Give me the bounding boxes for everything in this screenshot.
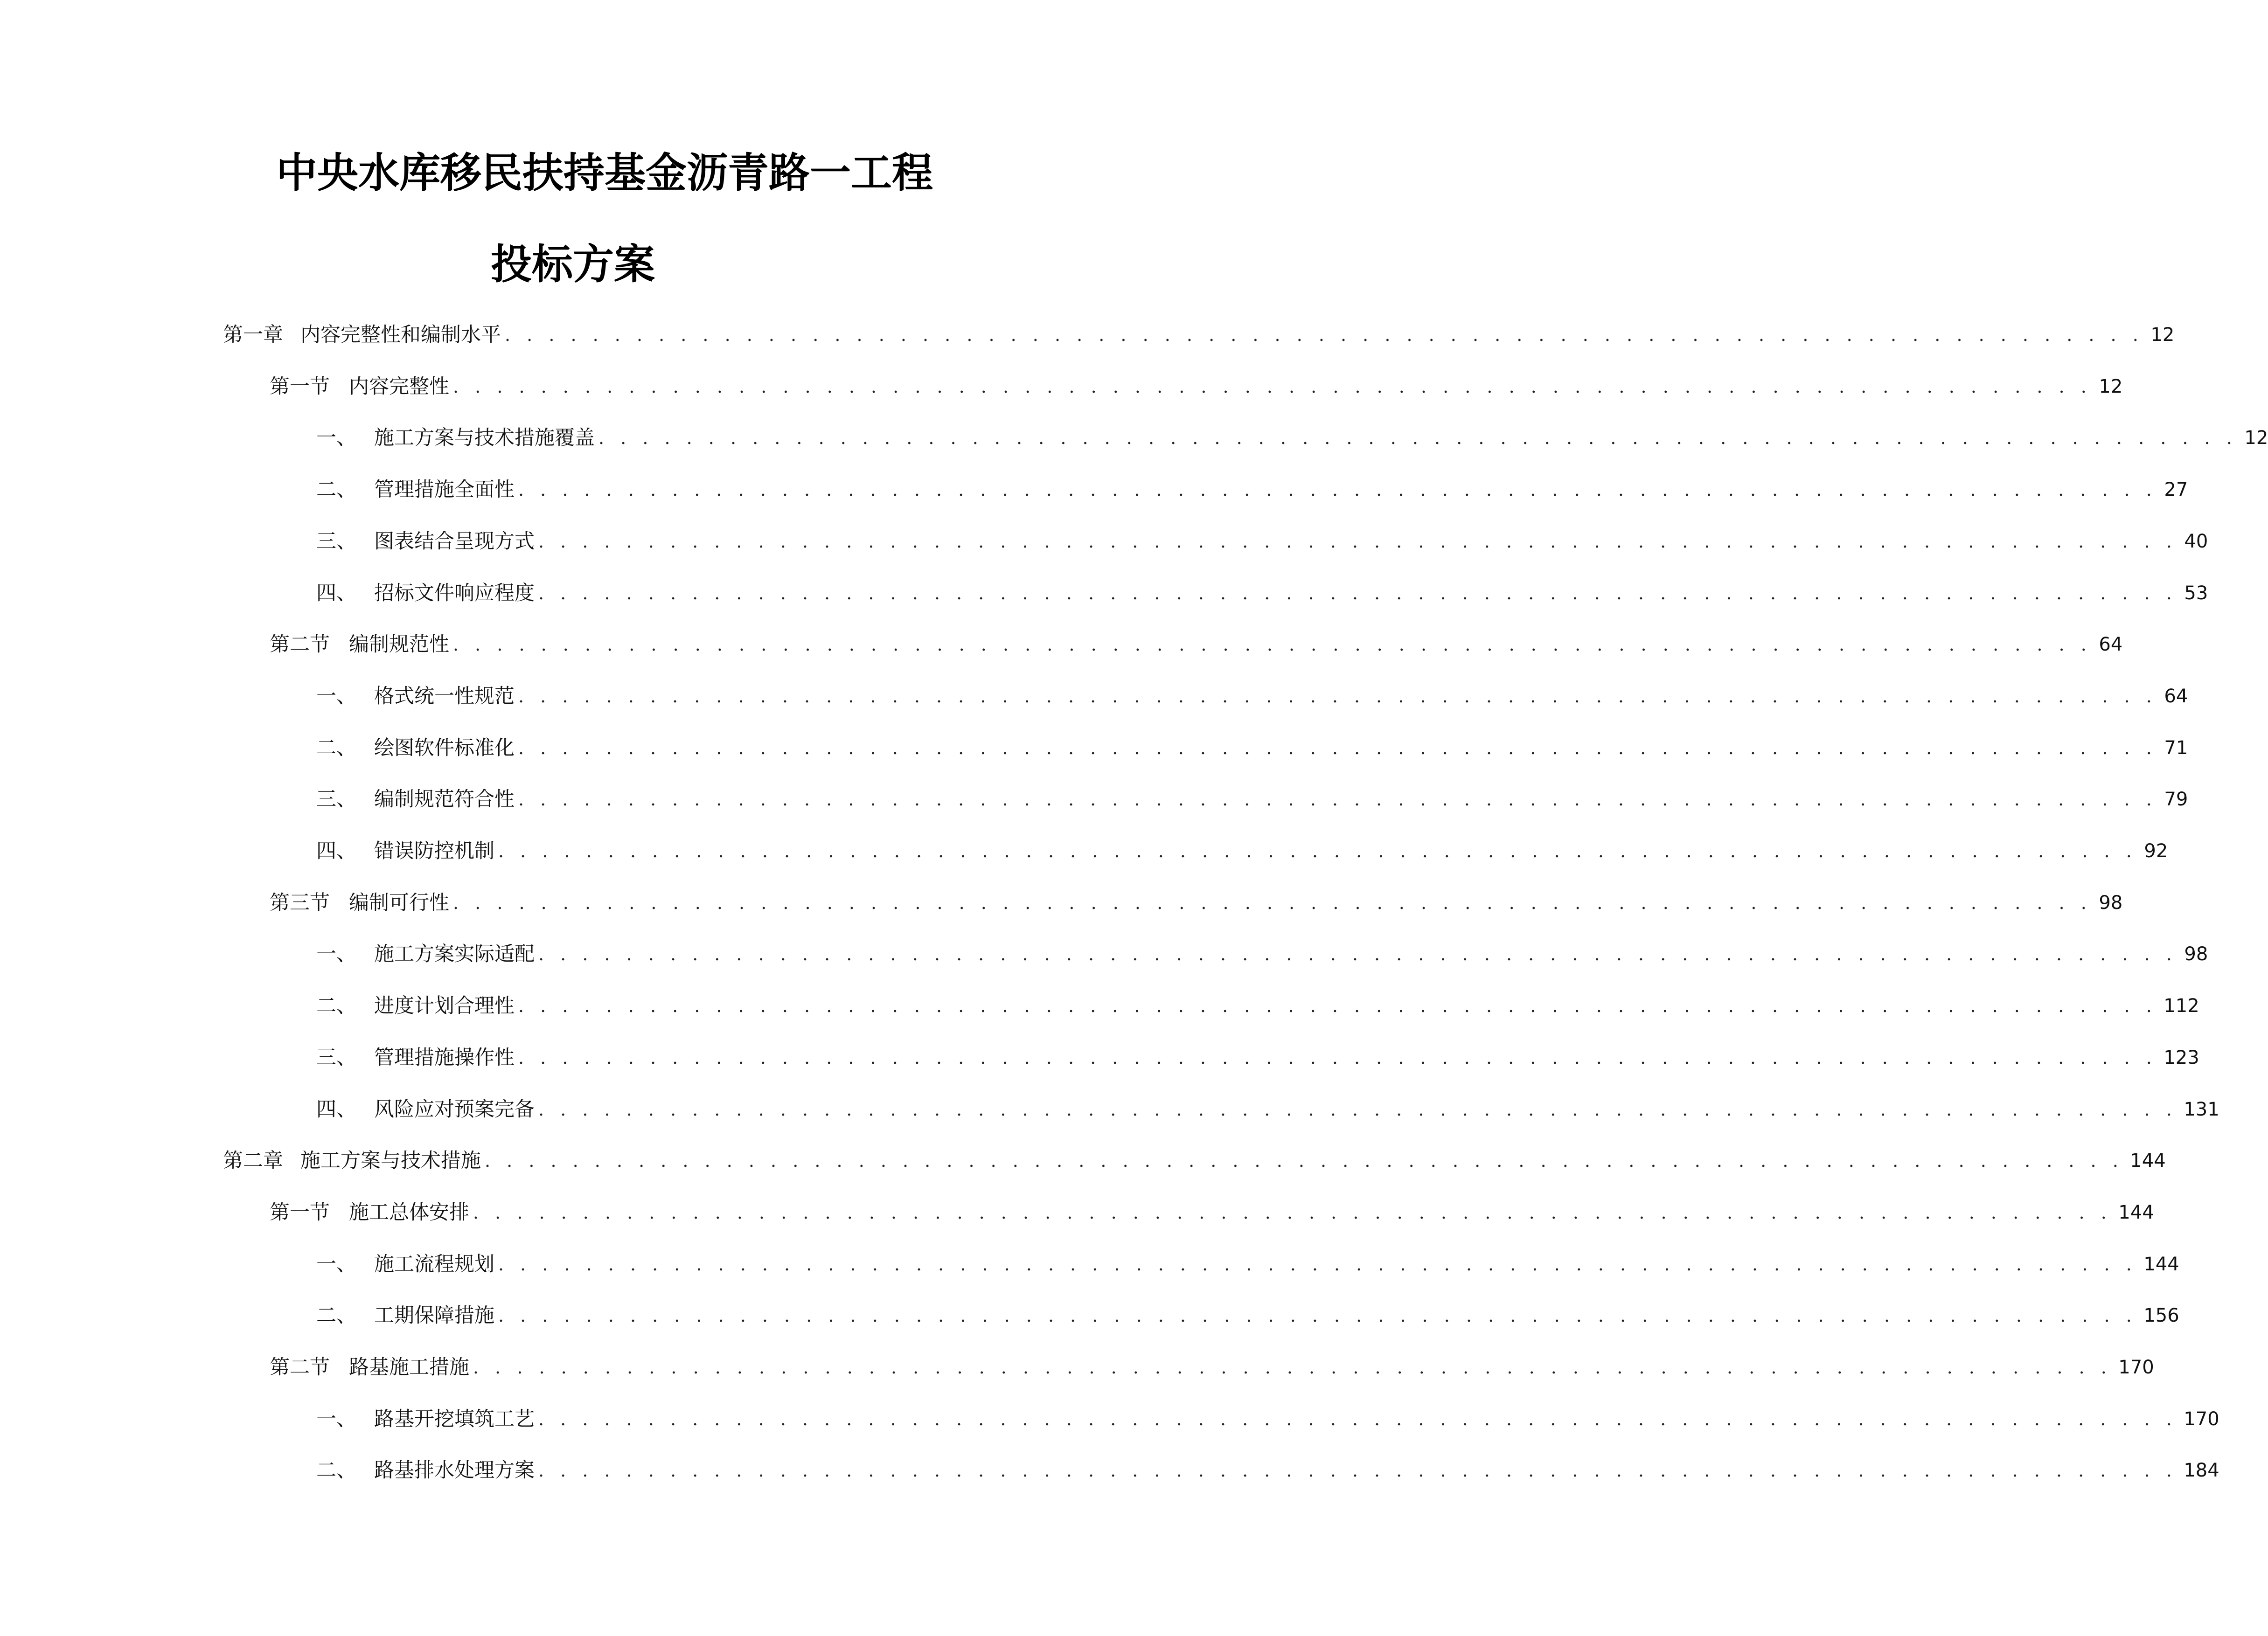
toc-page-number: 40	[2184, 531, 2208, 552]
toc-dot-leader: . . . . . . . . . . . . . . . . . . . . . . . . . . . . . . . . . . . . . . . . . . . . . . . . . . . . . . . . . . . . . . . . . . . . . . . . . . .	[538, 531, 2178, 552]
toc-page-number: 144	[2130, 1150, 2166, 1172]
toc-dot-leader: . . . . . . . . . . . . . . . . . . . . . . . . . . . . . . . . . . . . . . . . . . . . . . . . . . . . . . . . . . . . . . . . . . . . . . . . . . .	[473, 1202, 2112, 1223]
toc-entry[interactable]	[316, 1400, 2219, 1438]
toc-page-number: 170	[2118, 1357, 2154, 1378]
toc-dot-leader: . . . . . . . . . . . . . . . . . . . . . . . . . . . . . . . . . . . . . . . . . . . . . . . . . . . . . . . . . . . . . . . . . . . . . . . . . . .	[498, 841, 2137, 861]
toc-entry-title: 管理措施操作性	[374, 1046, 515, 1069]
toc-entry[interactable]	[270, 626, 2123, 663]
toc-entry-number: 一、	[316, 426, 356, 450]
toc-entry-number: 一、	[316, 685, 356, 708]
toc-entry[interactable]	[316, 936, 2208, 973]
toc-entry-number: 三、	[316, 1046, 356, 1069]
toc-page-number: 112	[2164, 995, 2199, 1017]
toc-dot-leader: . . . . . . . . . . . . . . . . . . . . . . . . . . . . . . . . . . . . . . . . . . . . . . . . . . . . . . . . . . . . . . . . . . . . . . . . . . .	[538, 583, 2178, 603]
toc-page-number: 12	[2244, 427, 2268, 449]
toc-page-number: 64	[2164, 686, 2188, 707]
toc-page-number: 12	[2150, 324, 2175, 346]
toc-entry-title: 风险应对预案完备	[374, 1098, 535, 1121]
toc-entry-label	[316, 987, 515, 1025]
toc-entry-number: 一、	[316, 1253, 356, 1276]
toc-entry-title: 工期保障措施	[374, 1304, 494, 1327]
toc-entry[interactable]	[270, 884, 2123, 922]
toc-entry-label	[316, 575, 535, 612]
toc-page-number: 64	[2099, 634, 2123, 655]
toc-entry-label	[316, 781, 515, 818]
toc-entry-number: 第三节	[270, 891, 330, 915]
toc-entry-number: 三、	[316, 788, 356, 811]
toc-page-number: 156	[2143, 1305, 2179, 1326]
toc-entry-label	[316, 936, 535, 973]
toc-page-number: 170	[2184, 1408, 2219, 1430]
toc-page-number: 144	[2118, 1202, 2154, 1223]
toc-page-number: 123	[2164, 1047, 2199, 1068]
title-line-2: 投标方案	[491, 240, 655, 288]
title-line-1: 中央水库移民扶持基金沥青路一工程	[276, 149, 933, 197]
toc-dot-leader: . . . . . . . . . . . . . . . . . . . . . . . . . . . . . . . . . . . . . . . . . . . . . . . . . . . . . . . . . . . . . . . . . . . . . . . . . . .	[453, 893, 2092, 913]
toc-page-number: 144	[2143, 1254, 2179, 1275]
toc-dot-leader: . . . . . . . . . . . . . . . . . . . . . . . . . . . . . . . . . . . . . . . . . . . . . . . . . . . . . . . . . . . . . . . . . . . . . . . . . . .	[453, 376, 2092, 397]
toc-entry[interactable]	[316, 678, 2188, 715]
toc-entry[interactable]	[316, 1452, 2219, 1489]
toc-entry-label	[316, 1452, 535, 1489]
toc-entry-number: 二、	[316, 1459, 356, 1482]
toc-dot-leader: . . . . . . . . . . . . . . . . . . . . . . . . . . . . . . . . . . . . . . . . . . . . . . . . . . . . . . . . . . . . . . . . . . . . . . . . . . .	[518, 1047, 2157, 1068]
toc-entry-title: 错误防控机制	[374, 839, 494, 863]
toc-entry[interactable]	[316, 523, 2208, 560]
toc-entry-label	[316, 523, 535, 560]
toc-entry-title: 施工流程规划	[374, 1253, 494, 1276]
toc-entry-title: 施工方案与技术措施	[300, 1149, 481, 1172]
toc-entry-label	[316, 1091, 535, 1128]
toc-entry-title: 绘图软件标准化	[374, 736, 515, 760]
toc-entry-number: 一、	[316, 943, 356, 966]
toc-entry[interactable]	[316, 1297, 2179, 1334]
toc-entry-number: 第二节	[270, 1356, 330, 1379]
toc-entry-number: 一、	[316, 1407, 356, 1431]
toc-dot-leader: . . . . . . . . . . . . . . . . . . . . . . . . . . . . . . . . . . . . . . . . . . . . . . . . . . . . . . . . . . . . . . . . . . . . . . . . . . .	[518, 686, 2157, 707]
toc-dot-leader: . . . . . . . . . . . . . . . . . . . . . . . . . . . . . . . . . . . . . . . . . . . . . . . . . . . . . . . . . . . . . . . . . . . . . . . . . . .	[518, 996, 2157, 1016]
toc-entry-title: 进度计划合理性	[374, 994, 515, 1018]
toc-entry-title: 路基排水处理方案	[374, 1459, 535, 1482]
toc-page-number: 12	[2099, 376, 2123, 397]
toc-entry[interactable]	[223, 1142, 2166, 1179]
toc-dot-leader: . . . . . . . . . . . . . . . . . . . . . . . . . . . . . . . . . . . . . . . . . . . . . . . . . . . . . . . . . . . . . . . . . . . . . . . . . . .	[538, 1460, 2178, 1481]
toc-entry[interactable]	[316, 1091, 2219, 1128]
toc-entry-title: 格式统一性规范	[374, 685, 515, 708]
toc-entry-title: 管理措施全面性	[374, 478, 515, 501]
toc-entry-title: 编制可行性	[349, 891, 449, 915]
toc-entry-number: 四、	[316, 582, 356, 605]
toc-entry-title: 图表结合呈现方式	[374, 530, 535, 553]
toc-entry[interactable]	[223, 316, 2175, 354]
toc-page-number: 71	[2164, 737, 2188, 759]
toc-entry-label	[270, 368, 449, 405]
toc-entry-number: 二、	[316, 736, 356, 760]
toc-dot-leader: . . . . . . . . . . . . . . . . . . . . . . . . . . . . . . . . . . . . . . . . . . . . . . . . . . . . . . . . . . . . . . . . . . . . . . . . . . .	[518, 789, 2157, 810]
toc-entry-title: 编制规范性	[349, 633, 449, 656]
toc-page-number: 53	[2184, 582, 2208, 604]
toc-dot-leader: . . . . . . . . . . . . . . . . . . . . . . . . . . . . . . . . . . . . . . . . . . . . . . . . . . . . . . . . . . . . . . . . . . . . . . . . . . .	[538, 944, 2178, 964]
toc-entry-label	[316, 471, 515, 508]
toc-dot-leader: . . . . . . . . . . . . . . . . . . . . . . . . . . . . . . . . . . . . . . . . . . . . . . . . . . . . . . . . . . . . . . . . . . . . . . . . . . .	[498, 1305, 2137, 1326]
toc-entry[interactable]	[316, 419, 2268, 457]
toc-entry[interactable]	[316, 575, 2208, 612]
toc-entry-number: 第一节	[270, 375, 330, 398]
toc-entry-label	[316, 1297, 494, 1334]
toc-page-number: 131	[2184, 1099, 2219, 1120]
toc-entry-label	[270, 626, 449, 663]
toc-entry[interactable]	[316, 729, 2188, 767]
toc-entry-label	[316, 1400, 535, 1438]
toc-entry[interactable]	[270, 1349, 2154, 1386]
toc-entry-number: 第二章	[223, 1149, 283, 1172]
toc-entry-title: 招标文件响应程度	[374, 582, 535, 605]
toc-entry[interactable]	[316, 1246, 2179, 1283]
toc-page-number: 92	[2144, 840, 2168, 862]
toc-entry-number: 四、	[316, 1098, 356, 1121]
toc-entry-label	[316, 419, 595, 457]
toc-entry-number: 二、	[316, 478, 356, 501]
toc-entry-title: 路基施工措施	[349, 1356, 469, 1379]
toc-dot-leader: . . . . . . . . . . . . . . . . . . . . . . . . . . . . . . . . . . . . . . . . . . . . . . . . . . . . . . . . . . . . . . . . . . . . . . . . . . .	[453, 634, 2092, 655]
toc-entry-number: 二、	[316, 1304, 356, 1327]
toc-entry-title: 路基开挖填筑工艺	[374, 1407, 535, 1431]
toc-entry-label	[316, 1246, 494, 1283]
toc-dot-leader: . . . . . . . . . . . . . . . . . . . . . . . . . . . . . . . . . . . . . . . . . . . . . . . . . . . . . . . . . . . . . . . . . . . . . . . . . . .	[598, 428, 2238, 448]
toc-dot-leader: . . . . . . . . . . . . . . . . . . . . . . . . . . . . . . . . . . . . . . . . . . . . . . . . . . . . . . . . . . . . . . . . . . . . . . . . . . .	[538, 1409, 2178, 1429]
toc-entry[interactable]	[316, 471, 2188, 508]
toc-entry-title: 施工方案与技术措施覆盖	[374, 426, 595, 450]
toc-entry[interactable]	[270, 368, 2123, 405]
toc-entry-label	[223, 316, 501, 354]
toc-entry[interactable]	[316, 1039, 2199, 1076]
toc-page-number: 27	[2164, 479, 2188, 500]
toc-entry-number: 二、	[316, 994, 356, 1018]
toc-entry-number: 第一节	[270, 1201, 330, 1224]
toc-entry-label	[270, 1349, 469, 1386]
toc-entry-label	[316, 832, 494, 870]
toc-entry-number: 三、	[316, 530, 356, 553]
toc-entry-label	[316, 1039, 515, 1076]
toc-entry-label	[223, 1142, 481, 1179]
toc-entry[interactable]	[316, 987, 2199, 1025]
toc-entry-title: 施工方案实际适配	[374, 943, 535, 966]
toc-entry-number: 第二节	[270, 633, 330, 656]
toc-entry[interactable]	[316, 781, 2188, 818]
toc-entry-title: 施工总体安排	[349, 1201, 469, 1224]
toc-page-number: 98	[2099, 892, 2123, 914]
toc-entry[interactable]	[316, 832, 2168, 870]
toc-dot-leader: . . . . . . . . . . . . . . . . . . . . . . . . . . . . . . . . . . . . . . . . . . . . . . . . . . . . . . . . . . . . . . . . . . . . . . . . . . .	[518, 738, 2157, 758]
toc-dot-leader: . . . . . . . . . . . . . . . . . . . . . . . . . . . . . . . . . . . . . . . . . . . . . . . . . . . . . . . . . . . . . . . . . . . . . . . . . . .	[518, 479, 2157, 500]
toc-page-number: 98	[2184, 943, 2208, 965]
toc-entry-title: 内容完整性	[349, 375, 449, 398]
toc-dot-leader: . . . . . . . . . . . . . . . . . . . . . . . . . . . . . . . . . . . . . . . . . . . . . . . . . . . . . . . . . . . . . . . . . . . . . . . . . . .	[505, 325, 2144, 345]
toc-dot-leader: . . . . . . . . . . . . . . . . . . . . . . . . . . . . . . . . . . . . . . . . . . . . . . . . . . . . . . . . . . . . . . . . . . . . . . . . . . .	[538, 1099, 2178, 1120]
toc-page-number: 184	[2184, 1460, 2219, 1481]
toc-entry-label	[270, 1194, 469, 1231]
toc-entry-number: 四、	[316, 839, 356, 863]
toc-entry-label	[316, 729, 515, 767]
toc-dot-leader: . . . . . . . . . . . . . . . . . . . . . . . . . . . . . . . . . . . . . . . . . . . . . . . . . . . . . . . . . . . . . . . . . . . . . . . . . . .	[498, 1254, 2137, 1275]
toc-entry-label	[270, 884, 449, 922]
toc-entry-number: 第一章	[223, 323, 283, 347]
toc-dot-leader: . . . . . . . . . . . . . . . . . . . . . . . . . . . . . . . . . . . . . . . . . . . . . . . . . . . . . . . . . . . . . . . . . . . . . . . . . . .	[485, 1151, 2124, 1171]
toc-entry[interactable]	[270, 1194, 2154, 1231]
toc-dot-leader: . . . . . . . . . . . . . . . . . . . . . . . . . . . . . . . . . . . . . . . . . . . . . . . . . . . . . . . . . . . . . . . . . . . . . . . . . . .	[473, 1357, 2112, 1378]
toc-entry-title: 编制规范符合性	[374, 788, 515, 811]
toc-entry-label	[316, 678, 515, 715]
toc-entry-title: 内容完整性和编制水平	[300, 323, 501, 347]
toc-page-number: 79	[2164, 789, 2188, 810]
